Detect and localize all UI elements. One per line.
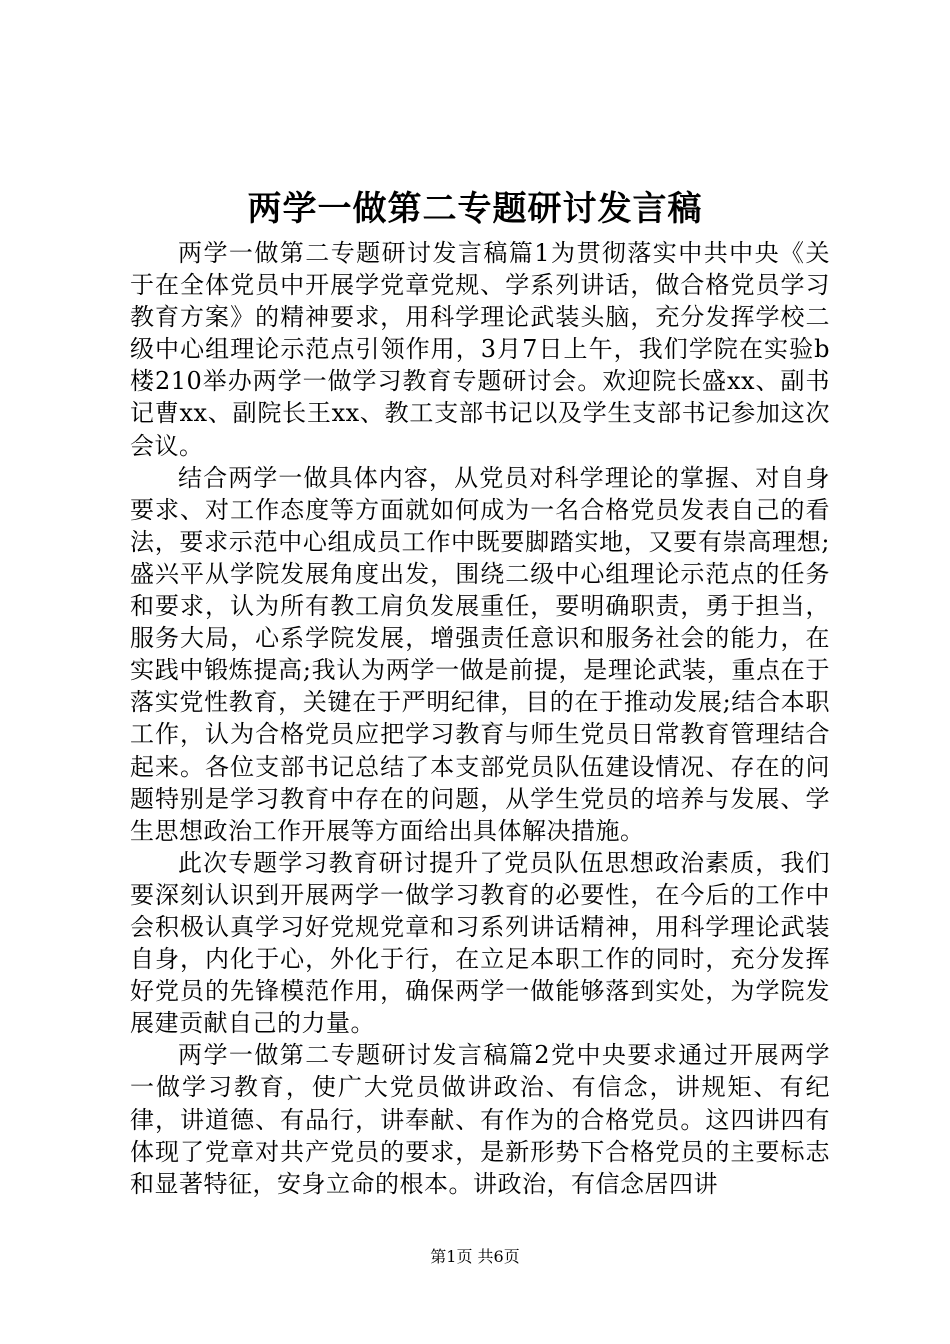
paragraph-3: 此次专题学习教育研讨提升了党员队伍思想政治素质，我们要深刻认识到开展两学一做学习教育的必要性，在今后的工作中会积极认真学习好党规党章和习系列讲话精神，用科学理论武装自身，内化于心，外化于行，在立足本职工作的同时，充分发挥好党员的先锋模范作用，确保两学一做能够落到实处，为学院发展建贡献自己的力量。: [130, 848, 830, 1038]
paragraph-4: 两学一做第二专题研讨发言稿篇2党中央要求通过开展两学一做学习教育，使广大党员做讲政治、有信念，讲规矩、有纪律，讲道德、有品行，讲奉献、有作为的合格党员。这四讲四有体现了党章对共产党员的要求，是新形势下合格党员的主要标志和显著特征，安身立命的根本。讲政治，有信念居四讲: [130, 1041, 830, 1198]
document-body: [130, 237, 830, 1200]
paragraph-1: 两学一做第二专题研讨发言稿篇1为贯彻落实中共中央《关于在全体党员中开展学党章党规、学系列讲话，做合格党员学习教育方案》的精神要求，用科学理论武装头脑，充分发挥学校二级中心组理论示范点引领作用，3月7日上午，我们学院在实验b楼210举办两学一做学习教育专题研讨会。欢迎院长盛xx、副书记曹xx、副院长王xx、教工支部书记以及学生支部书记参加这次会议。: [130, 239, 830, 460]
page-number-footer: 第1页 共6页: [430, 1247, 520, 1266]
paragraph-2: 结合两学一做具体内容，从党员对科学理论的掌握、对自身要求、对工作态度等方面就如何成为一名合格党员发表自己的看法，要求示范中心组成员工作中既要脚踏实地，又要有崇高理想;盛兴平从学院发展角度出发，围绕二级中心组理论示范点的任务和要求，认为所有教工肩负发展重任，要明确职责，勇于担当，服务大局，心系学院发展，增强责任意识和服务社会的能力，在实践中锻炼提高;我认为两学一做是前提，是理论武装，重点在于落实党性教育，关键在于严明纪律，目的在于推动发展;结合本职工作，认为合格党员应把学习教育与师生党员日常教育管理结合起来。各位支部书记总结了本支部党员队伍建设情况、存在的问题特别是学习教育中存在的问题，从学生党员的培养与发展、学生思想政治工作开展等方面给出具体解决措施。: [130, 463, 830, 845]
document-title: 两学一做第二专题研讨发言稿: [247, 189, 703, 229]
